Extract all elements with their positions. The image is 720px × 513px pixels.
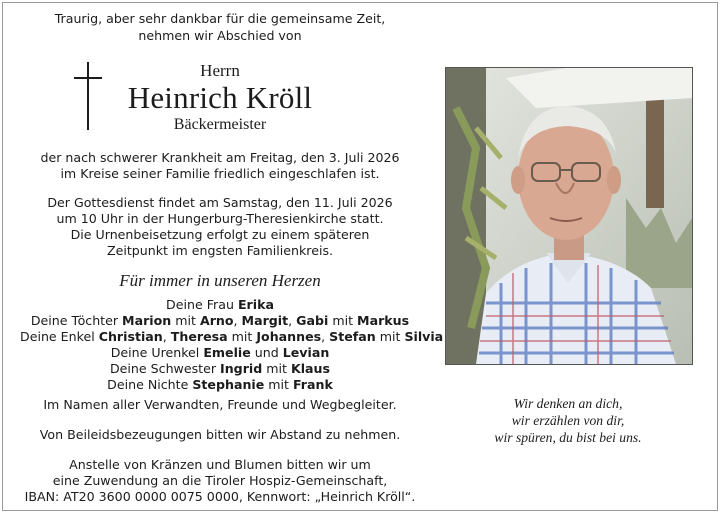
donation-line-2: eine Zuwendung an die Tiroler Hospiz-Gemeinschaft, [52,473,388,488]
service-line-2: um 10 Uhr in der Hungerburg-Theresienkirche statt. [56,211,384,226]
closing-line: Im Namen aller Verwandten, Freunde und Wegbegleiter. [43,397,397,412]
service-line-3: Die Urnenbeisetzung erfolgt zu einem späteren [70,227,370,242]
salutation: Herrn [200,61,240,80]
family-daughters: Deine Töchter Marion mit Arno, Margit, Gabi mit Markus [30,313,410,328]
death-line-2: im Kreise seiner Familie friedlich eingeschlafen ist. [60,166,380,181]
family-grandchildren: Deine Enkel Christian, Theresa mit Johannes, Stefan mit Silvia [20,329,444,344]
motto: Für immer in unseren Herzen [119,271,321,290]
donation-line-3: IBAN: AT20 3600 0000 0075 0000, Kennwort: „Heinrich Kröll“. [24,489,416,504]
service-line-1: Der Gottesdienst findet am Samstag, den 11. Juli 2026 [47,195,393,210]
donation-line-1: Anstelle von Kränzen und Blumen bitten wir um [69,457,371,472]
verse-line-1: Wir denken an dich, [513,396,623,411]
condolences-line: Von Beileidsbezeugungen bitten wir Abstand zu nehmen. [39,427,401,442]
profession: Bäckermeister [173,116,267,133]
verse-line-3: wir spüren, du bist bei uns. [494,430,642,445]
intro-line-2: nehmen wir Abschied von [138,28,302,43]
portrait-photo [445,67,693,365]
family-great-grandchildren: Deine Urenkel Emelie und Levian [110,345,330,360]
deceased-name: Heinrich Kröll [127,80,313,115]
family-wife: Deine Frau Erika [166,297,274,312]
family-niece: Deine Nichte Stephanie mit Frank [107,377,333,392]
intro-line-1: Traurig, aber sehr dankbar für die gemeinsame Zeit, [54,11,386,26]
death-line-1: der nach schwerer Krankheit am Freitag, den 3. Juli 2026 [40,150,400,165]
verse-line-2: wir erzählen von dir, [511,413,625,428]
family-sister: Deine Schwester Ingrid mit Klaus [109,361,331,376]
service-line-4: Zeitpunkt im engsten Familienkreis. [106,243,334,258]
